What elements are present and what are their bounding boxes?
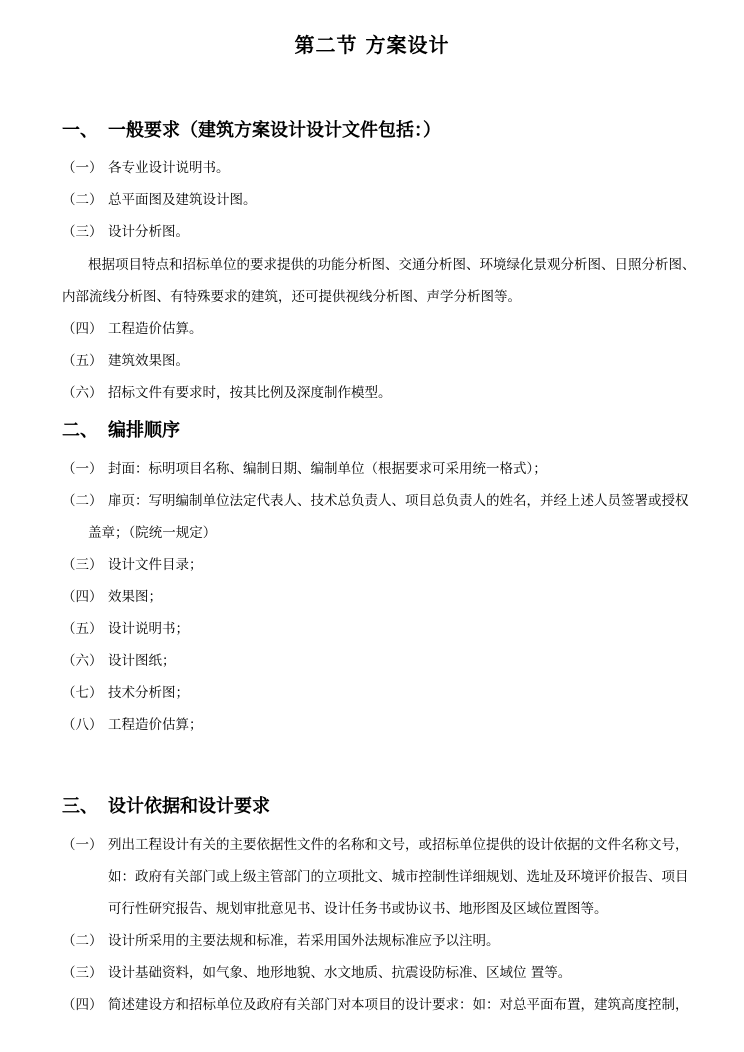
item-number: （六） xyxy=(62,385,103,401)
list-item xyxy=(62,993,689,1013)
list-item xyxy=(62,649,176,669)
section-1-heading xyxy=(62,116,441,142)
item-text: 设计说明书； xyxy=(108,621,189,637)
item-text: 总平面图及建筑设计图。 xyxy=(108,192,257,208)
item-text: 设计所采用的主要法规和标准，若采用国外法规标准应予以注明。 xyxy=(108,933,500,949)
list-item-continuation: 可行性研究报告、规划审批意见书、设计任务书或协议书、地形图及区域位置图等。 xyxy=(108,901,608,917)
list-item xyxy=(62,553,203,573)
item-number: （二） xyxy=(62,493,103,509)
list-item xyxy=(62,617,189,637)
list-item xyxy=(62,681,189,701)
item-number: （一） xyxy=(62,461,103,477)
section-3-number: 三、 xyxy=(62,796,98,817)
list-item xyxy=(62,961,571,981)
list-item xyxy=(62,833,689,853)
paragraph-line: 根据项目特点和招标单位的要求提供的功能分析图、交通分析图、环境绿化景观分析图、日照分析图、 xyxy=(88,257,696,273)
item-number: （三） xyxy=(62,965,103,981)
section-2-number: 二、 xyxy=(62,420,98,441)
list-item xyxy=(62,220,189,240)
item-text: 扉页：写明编制单位法定代表人、技术总负责人、项目总负责人的姓名，并经上述人员签署或授权 xyxy=(108,493,689,509)
item-number: （三） xyxy=(62,557,103,573)
list-item-continuation: 盖章；（院统一规定） xyxy=(88,525,217,541)
item-number: （六） xyxy=(62,653,103,669)
item-text: 设计图纸； xyxy=(108,653,176,669)
list-item xyxy=(62,188,257,208)
item-number: （二） xyxy=(62,192,103,208)
item-number: （三） xyxy=(62,224,103,240)
item-text: 设计文件目录； xyxy=(108,557,203,573)
item-number: （四） xyxy=(62,997,103,1013)
list-item xyxy=(62,457,547,477)
item-number: （一） xyxy=(62,837,103,853)
item-number: （四） xyxy=(62,589,103,605)
item-text: 工程造价估算。 xyxy=(108,321,203,337)
item-number: （四） xyxy=(62,321,103,337)
item-text: 工程造价估算； xyxy=(108,717,203,733)
list-item xyxy=(62,381,392,401)
section-3-heading xyxy=(62,792,270,818)
page-title: 第二节 方案设计 xyxy=(294,33,450,57)
item-number: （一） xyxy=(62,160,103,176)
item-text: 封面：标明项目名称、编制日期、编制单位（根据要求可采用统一格式）； xyxy=(108,461,547,477)
item-text: 设计分析图。 xyxy=(108,224,189,240)
list-item xyxy=(62,489,689,509)
item-text: 效果图； xyxy=(108,589,162,605)
item-text: 技术分析图； xyxy=(108,685,189,701)
section-2-heading xyxy=(62,416,180,442)
paragraph-line: 内部流线分析图、有特殊要求的建筑，还可提供视线分析图、声学分析图等。 xyxy=(62,289,521,305)
item-text: 招标文件有要求时，按其比例及深度制作模型。 xyxy=(108,385,392,401)
item-number: （五） xyxy=(62,621,103,637)
item-number: （二） xyxy=(62,933,103,949)
section-2-title: 编排顺序 xyxy=(108,420,180,441)
item-text: 列出工程设计有关的主要依据性文件的名称和文号，或招标单位提供的设计依据的文件名称文号， xyxy=(108,837,689,853)
item-text: 建筑效果图。 xyxy=(108,353,189,369)
list-item-continuation: 如：政府有关部门或上级主管部门的立项批文、城市控制性详细规划、选址及环境评价报告、项目 xyxy=(108,869,689,885)
section-1-title: 一般要求（建筑方案设计设计文件包括：） xyxy=(108,120,441,141)
section-1-number: 一、 xyxy=(62,120,98,141)
list-item xyxy=(62,317,203,337)
list-item xyxy=(62,713,203,733)
list-item xyxy=(62,585,162,605)
item-text: 设计基础资料，如气象、地形地貌、水文地质、抗震设防标准、区域位 置等。 xyxy=(108,965,572,981)
item-number: （八） xyxy=(62,717,103,733)
list-item xyxy=(62,156,230,176)
item-number: （七） xyxy=(62,685,103,701)
list-item xyxy=(62,349,189,369)
item-text: 简述建设方和招标单位及政府有关部门对本项目的设计要求：如：对总平面布置，建筑高度控制， xyxy=(108,997,689,1013)
list-item xyxy=(62,929,500,949)
item-text: 各专业设计说明书。 xyxy=(108,160,230,176)
section-3-title: 设计依据和设计要求 xyxy=(108,796,270,817)
item-number: （五） xyxy=(62,353,103,369)
